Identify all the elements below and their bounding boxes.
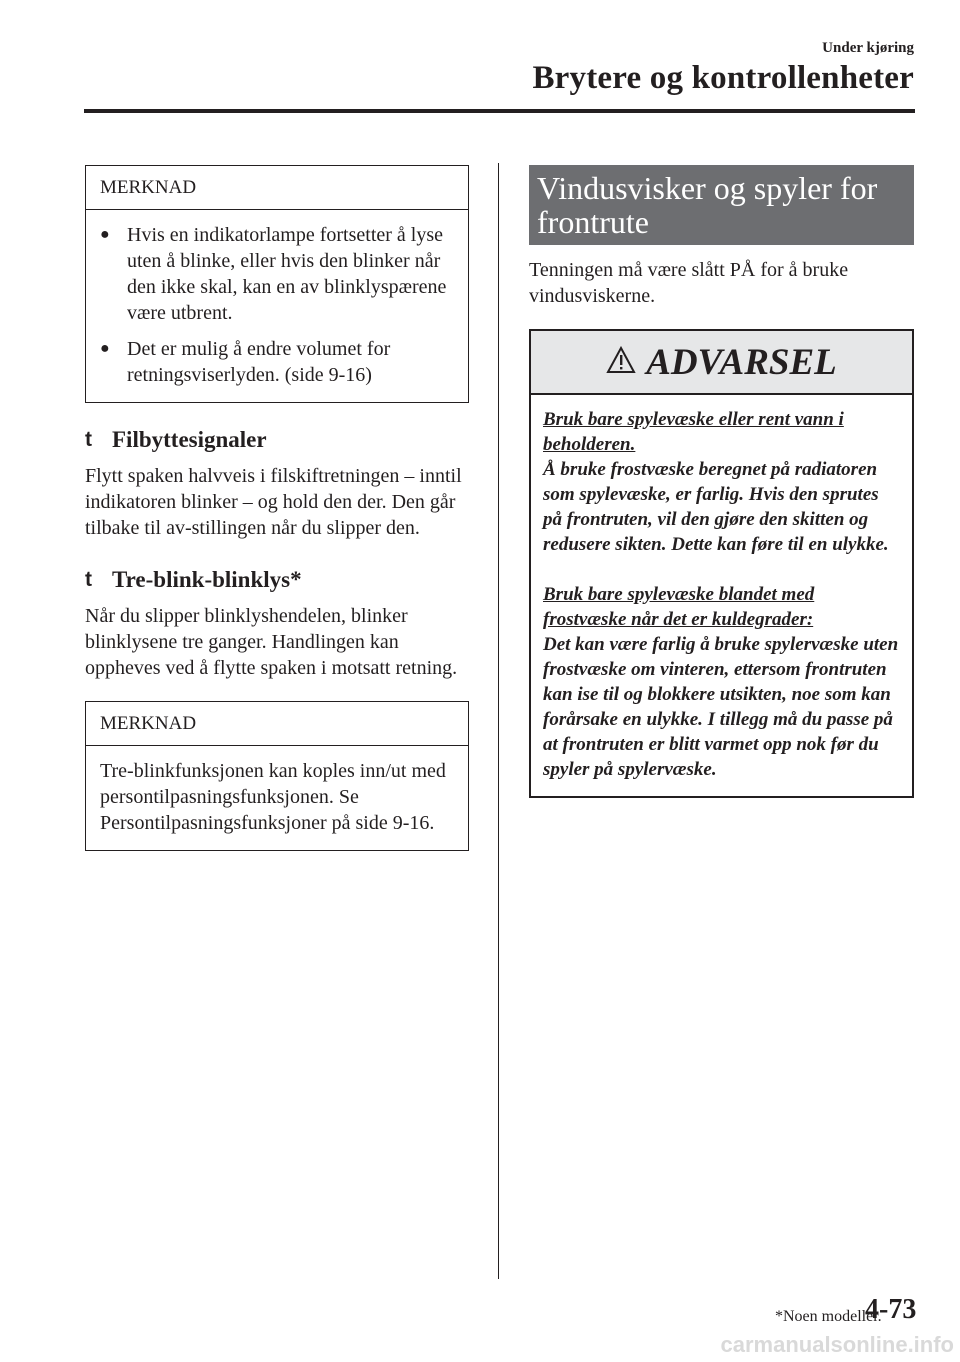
note-title: MERKNAD [86,166,468,210]
watermark: carmanualsonline.info [720,1332,954,1357]
note-box [85,701,469,851]
warning-title: ADVARSEL [646,341,837,383]
page-title: Brytere og kontrollenheter [532,60,914,96]
warning-triangle-icon [606,346,636,379]
section-marker-icon: t [85,428,92,451]
warning-text: Å bruke frostvæske beregnet på radiatoren som spylevæske, er farlig. Hvis den sprutes på frontruten, vil den gjøre den skitten og redusere sikten. Dette kan føre til en ulykke. [543,459,889,555]
section-heading [85,427,469,453]
column-divider [498,163,499,1279]
bullet-icon: ● [100,226,110,243]
list-item-text: Hvis en indikatorlampe fortsetter å lyse uten å blinke, eller hvis den blinker når den ikke skal, kan en av blinklyspærene være utbrent. [127,224,447,324]
list-item [100,336,454,388]
section-marker-icon: t [85,568,92,591]
section-text: Flytt spaken halvveis i filskiftretningen – inntil indikatoren blinker – og hold den der. Den går tilbake til av-stillingen når du slipper den. [85,465,462,539]
left-column [85,165,469,851]
section-text: Når du slipper blinklyshendelen, blinker blinklysene tre ganger. Handlingen kan oppheves ved å flytte spaken i motsatt retning. [85,605,458,679]
section-banner: Vindusvisker og spyler for frontrute [529,165,914,245]
note-title: MERKNAD [86,702,468,746]
right-column [529,165,914,798]
section-title: Filbyttesignaler [112,427,267,452]
section-heading [85,567,469,593]
footnote: *Noen modeller. [775,1308,882,1325]
warning-body [531,395,912,796]
note-body: Tre-blinkfunksjonen kan koples inn/ut med persontilpasningsfunksjonen. Se Persontilpasningsfunksjoner på side 9-16. [100,760,446,834]
note-body [86,210,468,402]
list-item-text: Det er mulig å endre volumet for retningsviserlyden. (side 9-16) [127,338,391,386]
warning-text: Det kan være farlig å bruke spylervæske uten frostvæske om vinteren, ettersom frontruten kan ise til og blokkere utsikten, noe som kan forårsake en ulykke. I tillegg må du passe på at frontruten er blitt varmet opp nok før du spyler på spylervæske. [543,634,899,780]
note-box [85,165,469,403]
header-rule [84,109,915,113]
section-title: Tre-blink-blinklys* [112,567,302,592]
list-item [100,222,454,326]
intro-text: Tenningen må være slått PÅ for å bruke vindusviskerne. [529,259,849,307]
page-number: 4-73 [865,1294,917,1325]
warning-header [531,331,912,395]
warning-heading: Bruk bare spylevæske blandet med frostvæske når det er kuldegrader: [543,584,815,630]
chapter-label: Under kjøring [822,40,914,56]
bullet-icon: ● [100,340,110,357]
warning-heading: Bruk bare spylevæske eller rent vann i beholderen. [543,409,844,455]
warning-box [529,329,914,798]
